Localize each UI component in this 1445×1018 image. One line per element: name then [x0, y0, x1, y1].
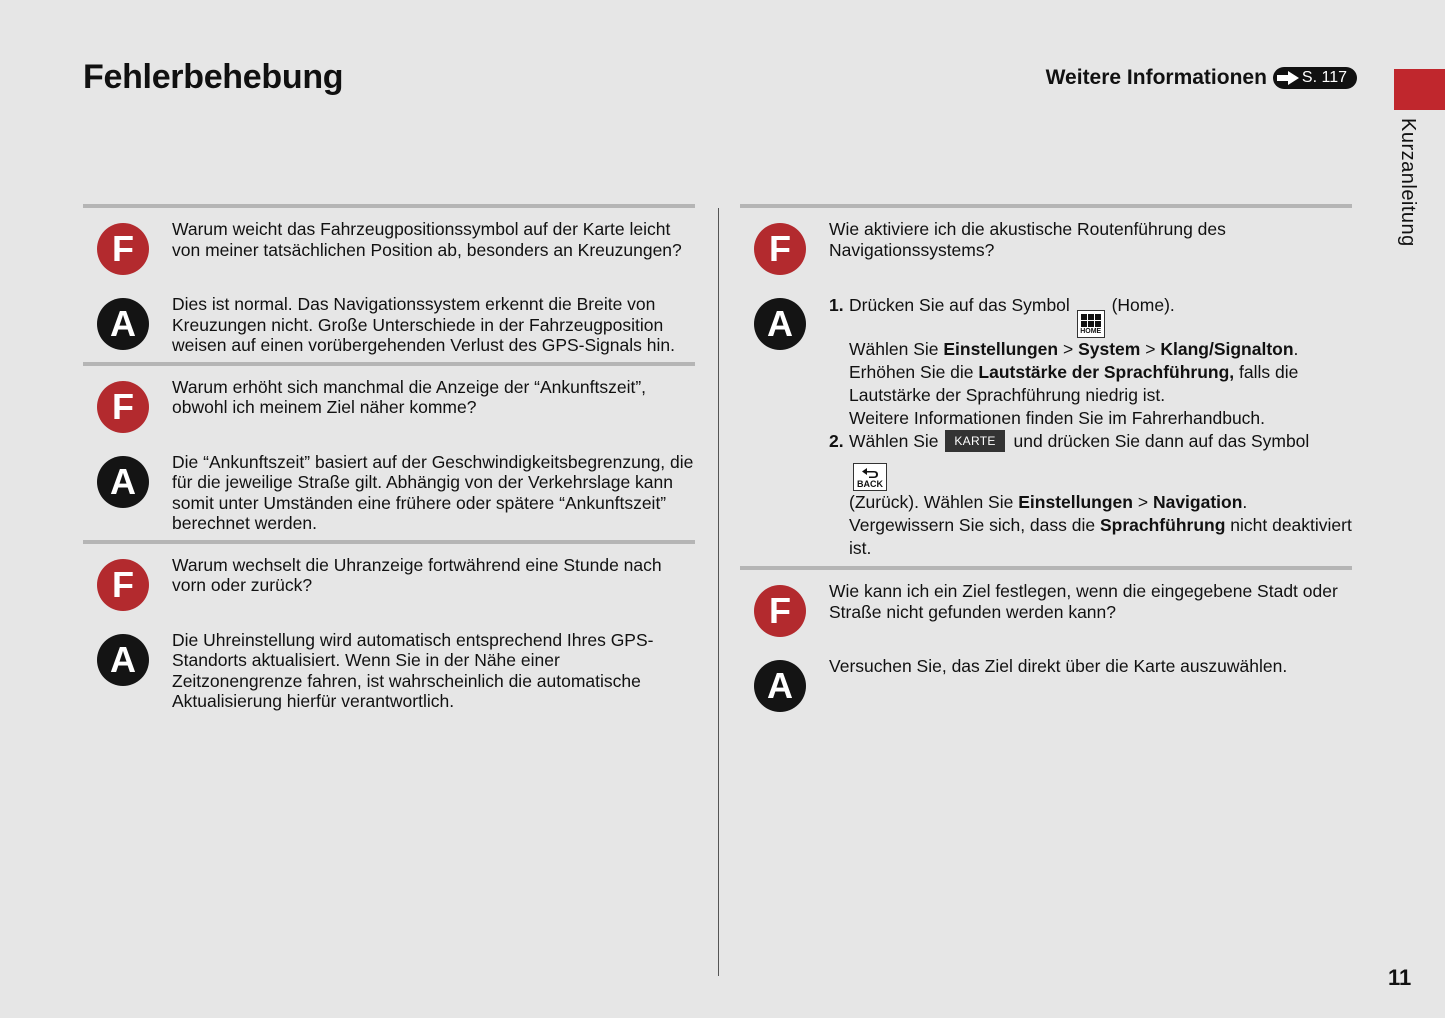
step-text-part: Drücken Sie auf das Symbol	[849, 295, 1070, 315]
question-text: Warum weicht das Fahrzeugpositionssymbol auf der Karte leicht von meiner tatsächlichen Position ab, besonders an Kreuzungen?	[172, 219, 682, 260]
step-text-part: (Home).	[1111, 295, 1175, 315]
menu-path-item: Einstellungen	[943, 339, 1059, 359]
answer-text: Die Uhreinstellung wird automatisch entsprechend Ihres GPS-Standorts aktualisiert. Wenn Sie in der Nähe einer Zeitzonengrenze fahren, ist wahrscheinlich die automatische Aktualisierung hierfür verantwortlich.	[172, 629, 654, 711]
answer-row	[740, 653, 1352, 712]
back-arrow-icon	[860, 467, 880, 479]
qa-block	[83, 204, 695, 362]
page-number: 11	[1388, 965, 1412, 990]
column-divider	[718, 208, 719, 976]
question-text: Warum erhöht sich manchmal die Anzeige der “Ankunftszeit”, obwohl ich meinem Ziel näher komme?	[172, 376, 647, 417]
punctuation: .	[1242, 492, 1248, 512]
home-icon-label: HOME	[1080, 328, 1102, 335]
menu-path-item: Navigation	[1152, 492, 1243, 512]
menu-path-separator: >	[1145, 339, 1156, 359]
answer-text: Dies ist normal. Das Navigationssystem erkennt die Breite von Kreuzungen nicht. Große Unterschiede in der Fahrzeugposition weisen auf einen vorübergehenden Verlust des GPS-Signals hin.	[172, 294, 675, 355]
step-text-part: (Zurück). Wählen Sie	[849, 492, 1014, 512]
step-text-part: Wählen Sie	[849, 431, 939, 451]
menu-path-separator: >	[1137, 492, 1149, 512]
karte-button: KARTE	[945, 430, 1004, 452]
question-row	[83, 552, 695, 611]
answer-row	[83, 627, 695, 712]
setting-name: Lautstärke der Sprachführung,	[978, 362, 1235, 382]
punctuation: .	[1293, 339, 1299, 359]
setting-name: Sprachführung	[1099, 515, 1226, 535]
section-tab-marker	[1394, 69, 1445, 110]
more-info-label: Weitere Informationen	[1045, 66, 1267, 89]
question-row	[83, 374, 695, 433]
question-row	[740, 216, 1352, 275]
step-text-part: Weitere Informationen finden Sie im Fahrerhandbuch.	[849, 408, 1266, 428]
step-text-part: Erhöhen Sie die	[849, 362, 974, 382]
menu-path-item: Klang/Signalton	[1160, 339, 1294, 359]
step-text-part: falls die Lautstärke der Sprachführung niedrig ist.	[849, 362, 1299, 405]
more-info-reference	[1046, 66, 1357, 90]
step-1	[829, 294, 1352, 430]
page-reference-link[interactable]	[1273, 67, 1357, 89]
qa-block	[740, 566, 1352, 718]
question-badge-icon: F	[97, 381, 149, 433]
right-column	[740, 204, 1352, 718]
step-number: 2.	[829, 431, 844, 451]
question-row	[83, 216, 695, 275]
menu-path-item: Einstellungen	[1018, 492, 1133, 512]
answer-row	[740, 291, 1352, 560]
answer-badge-icon: A	[97, 298, 149, 350]
step-number: 1.	[829, 295, 844, 315]
answer-text: Die “Ankunftszeit” basiert auf der Geschwindigkeitsbegrenzung, die für die jeweilige Straße gilt. Abhängig von der Verkehrslage kann somit unter Umständen eine frühere oder spätere “Ankunftszeit” berechnet werden.	[172, 451, 694, 533]
step-text-part: Wählen Sie	[849, 339, 939, 359]
step-text-part: und drücken Sie dann auf das Symbol	[1013, 431, 1310, 451]
qa-block	[83, 362, 695, 540]
answer-row	[83, 291, 695, 356]
left-column	[83, 204, 695, 718]
answer-row	[83, 449, 695, 534]
question-badge-icon: F	[97, 559, 149, 611]
answer-badge-icon: A	[97, 634, 149, 686]
question-text: Wie aktiviere ich die akustische Routenführung des Navigationssystems?	[829, 219, 1226, 260]
qa-block	[83, 540, 695, 718]
home-button-icon	[1077, 310, 1105, 338]
answer-badge-icon: A	[97, 456, 149, 508]
back-button-icon	[853, 463, 887, 491]
question-text: Warum wechselt die Uhranzeige fortwährend eine Stunde nach vorn oder zurück?	[172, 554, 662, 595]
step-text	[849, 294, 1352, 430]
question-row	[740, 578, 1352, 637]
step-text-part: Vergewissern Sie sich, dass die	[849, 515, 1096, 535]
qa-block	[740, 204, 1352, 566]
menu-path-separator: >	[1062, 339, 1074, 359]
answer-badge-icon: A	[754, 298, 806, 350]
question-badge-icon: F	[754, 585, 806, 637]
menu-path-item: System	[1078, 339, 1141, 359]
question-badge-icon: F	[97, 223, 149, 275]
page-title: Fehlerbehebung	[83, 58, 344, 96]
arrow-right-icon	[1277, 71, 1299, 85]
step-2	[829, 430, 1352, 560]
answer-text: Versuchen Sie, das Ziel direkt über die Karte auszuwählen.	[829, 656, 1288, 676]
back-icon-label: BACK	[857, 479, 883, 489]
answer-steps	[829, 291, 1352, 560]
question-badge-icon: F	[754, 223, 806, 275]
page-reference-text: S. 117	[1301, 69, 1347, 86]
question-text: Wie kann ich ein Ziel festlegen, wenn die eingegebene Stadt oder Straße nicht gefunden werden kann?	[829, 581, 1338, 622]
answer-badge-icon: A	[754, 660, 806, 712]
section-side-label: Kurzanleitung	[1397, 118, 1419, 247]
step-text-part: nicht deaktiviert ist.	[849, 515, 1352, 558]
step-text	[849, 430, 1352, 560]
